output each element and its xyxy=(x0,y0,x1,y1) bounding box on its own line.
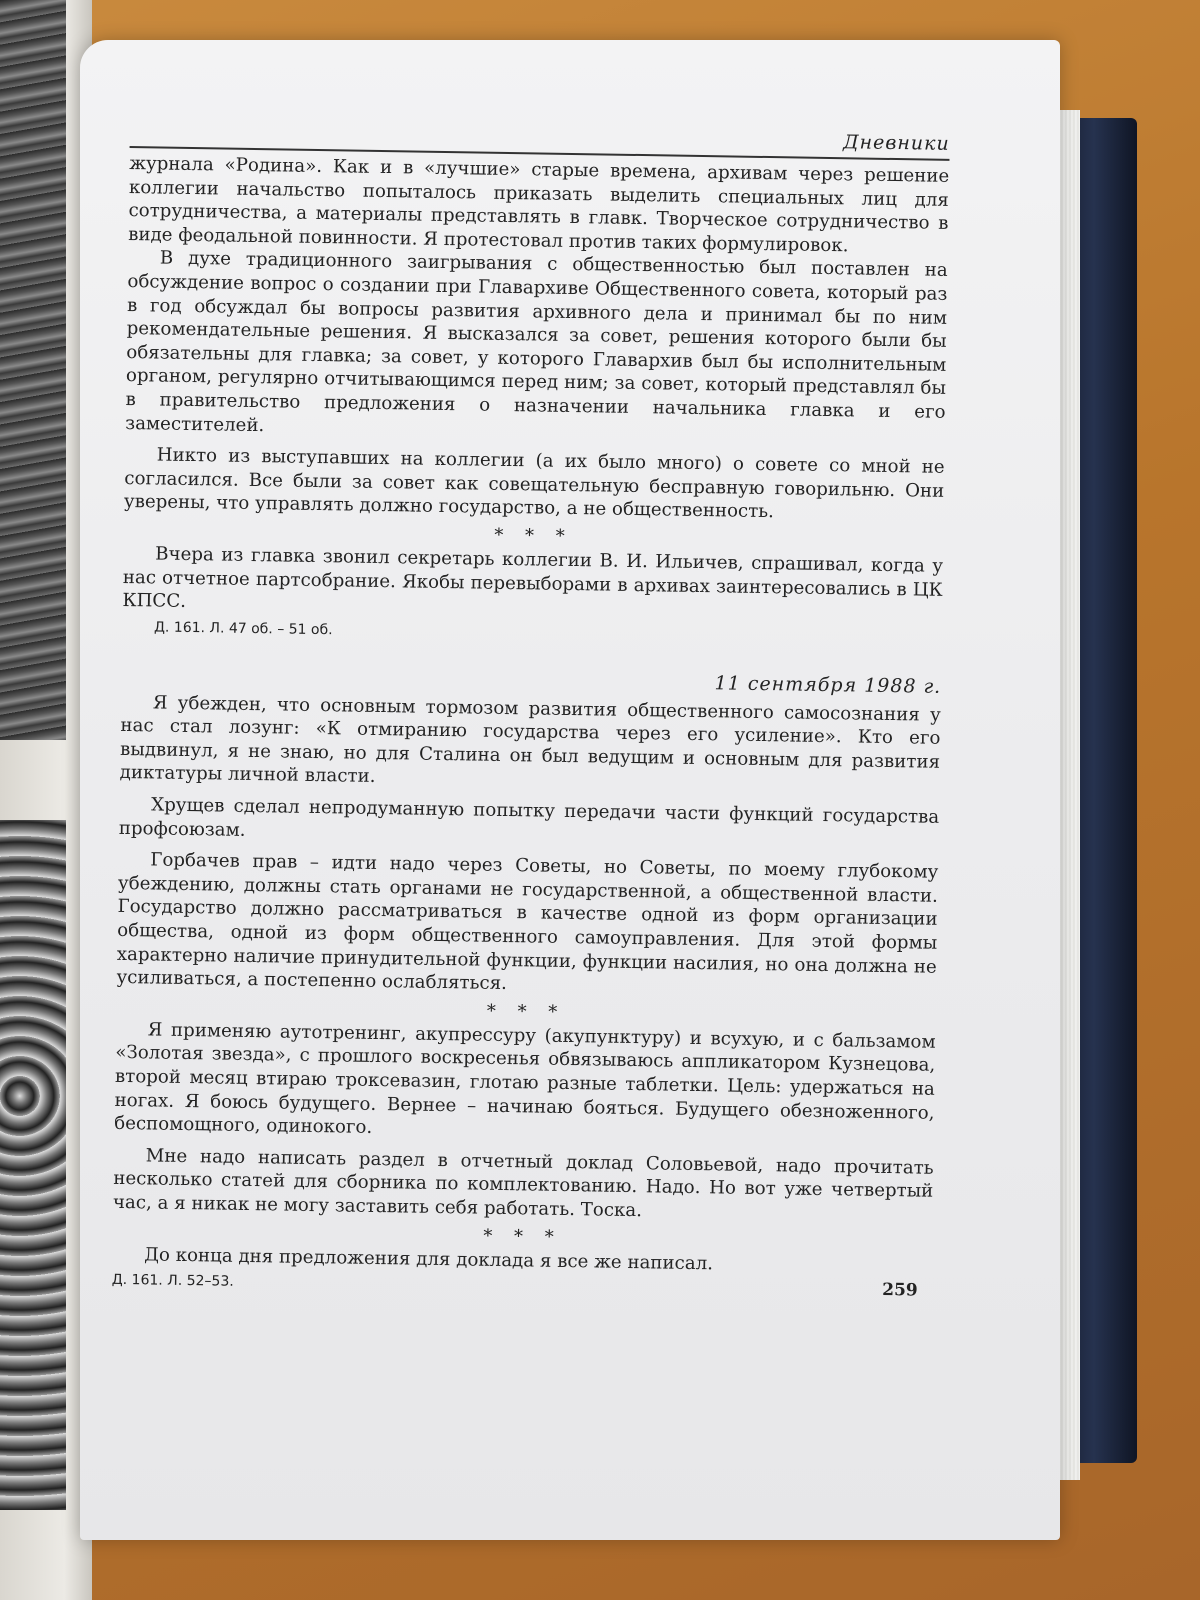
paragraph: журнала «Родина». Как и в «лучшие» старые времена, архивам через решение коллегии начальство попыталось приказать выделить специальных лиц для сотрудничества, а материалы представлять в главк. Творческое сотрудничество в виде феодальной повинности. Я протестовал против таких формулировок. xyxy=(128,152,950,257)
photo-fragment-bottom xyxy=(0,820,66,1510)
paragraph: Хрущев сделал непродуманную попытку передачи части функций государства профсоюзам. xyxy=(118,794,940,841)
paragraph: Я применяю аутотренинг, акупрессуру (акупунктуру) и всухую, и с бальзамом «Золотая звезда», с прошлого воскресенья обвязываюсь аппликатором Кузнецова, второй месяц втираю троксевазин, глотаю разные таблетки. Цель: удержаться на ногах. Я боюсь будущего. Вернее – начинаю бояться. Будущего обезноженного, беспомощного, одинокого. xyxy=(114,1019,936,1139)
paragraph: До конца дня предложения для доклада я все же написал. xyxy=(144,1243,714,1274)
archive-reference: Д. 161. Л. 52–53. xyxy=(111,1272,234,1290)
paragraph: В духе традиционного заигрывания с общественностью был поставлен на обсуждение вопрос о создании при Главархиве Общественного совета, который раз в год обсуждал бы вопросы развития архивного дела и принимал бы по ним рекомендательные решения. Я высказался за совет, решения которого были бы обязательны для главка; за совет, у которого Главархив был бы исполнительным органом, регулярно отчитывающимся перед ним; за совет, который представлял бы в правительство предложения о назначении начальника главка и его заместителей. xyxy=(125,247,948,436)
paragraph: Никто из выступавших на коллегии (а их было много) о совете со мной не согласился. Все были за совет как совещательную бесправную говорильню. Они уверены, что управлять должно государство, а не общественность. xyxy=(123,444,945,523)
paragraph: Мне надо написать раздел в отчетный доклад Соловьевой, надо прочитать несколько статей для сборника по комплектованию. Надо. Но вот уже четвертый час, а я никак не могу заставить себя работать. Тоска. xyxy=(112,1145,934,1222)
paragraph: Вчера из главка звонил секретарь коллегии В. И. Ильичев, спрашивал, когда у нас отчетное партсобрание. Якобы перевыборами в архивах заинтересовались в ЦК КПСС. xyxy=(122,543,944,613)
running-head-title: Дневники xyxy=(842,131,950,155)
page-content xyxy=(112,120,950,1301)
paragraph: Горбачев прав – идти надо через Советы, но Советы, по моему глубокому убеждению, должны стать органами не государственной, а общественной власти. Государство должно рассматриваться в качестве одной из форм организации общества, одной из форм общественного самоуправления. Для этой формы характерно наличие принудительной функции, функции насилия, но она должна не усиливаться, а постепенно ослабляться. xyxy=(116,849,939,995)
section-separator: * * * xyxy=(486,1000,566,1023)
photo-fragment-top xyxy=(0,0,66,740)
section-separator: * * * xyxy=(483,1225,562,1248)
diary-date: 11 сентября 1988 г. xyxy=(714,671,942,698)
section-separator: * * * xyxy=(494,524,573,547)
paragraph: Я убежден, что основным тормозом развития общественного самосознания у нас стал лозунг: «К отмиранию государства через его усиление». Кто его выдвинул, я не знаю, но для Сталина он был ведущим и основным для развития диктатуры личной власти. xyxy=(119,692,941,788)
left-facing-page xyxy=(0,0,92,1600)
archive-reference: Д. 161. Л. 47 об. – 51 об. xyxy=(153,619,333,638)
page-number: 259 xyxy=(882,1280,918,1301)
